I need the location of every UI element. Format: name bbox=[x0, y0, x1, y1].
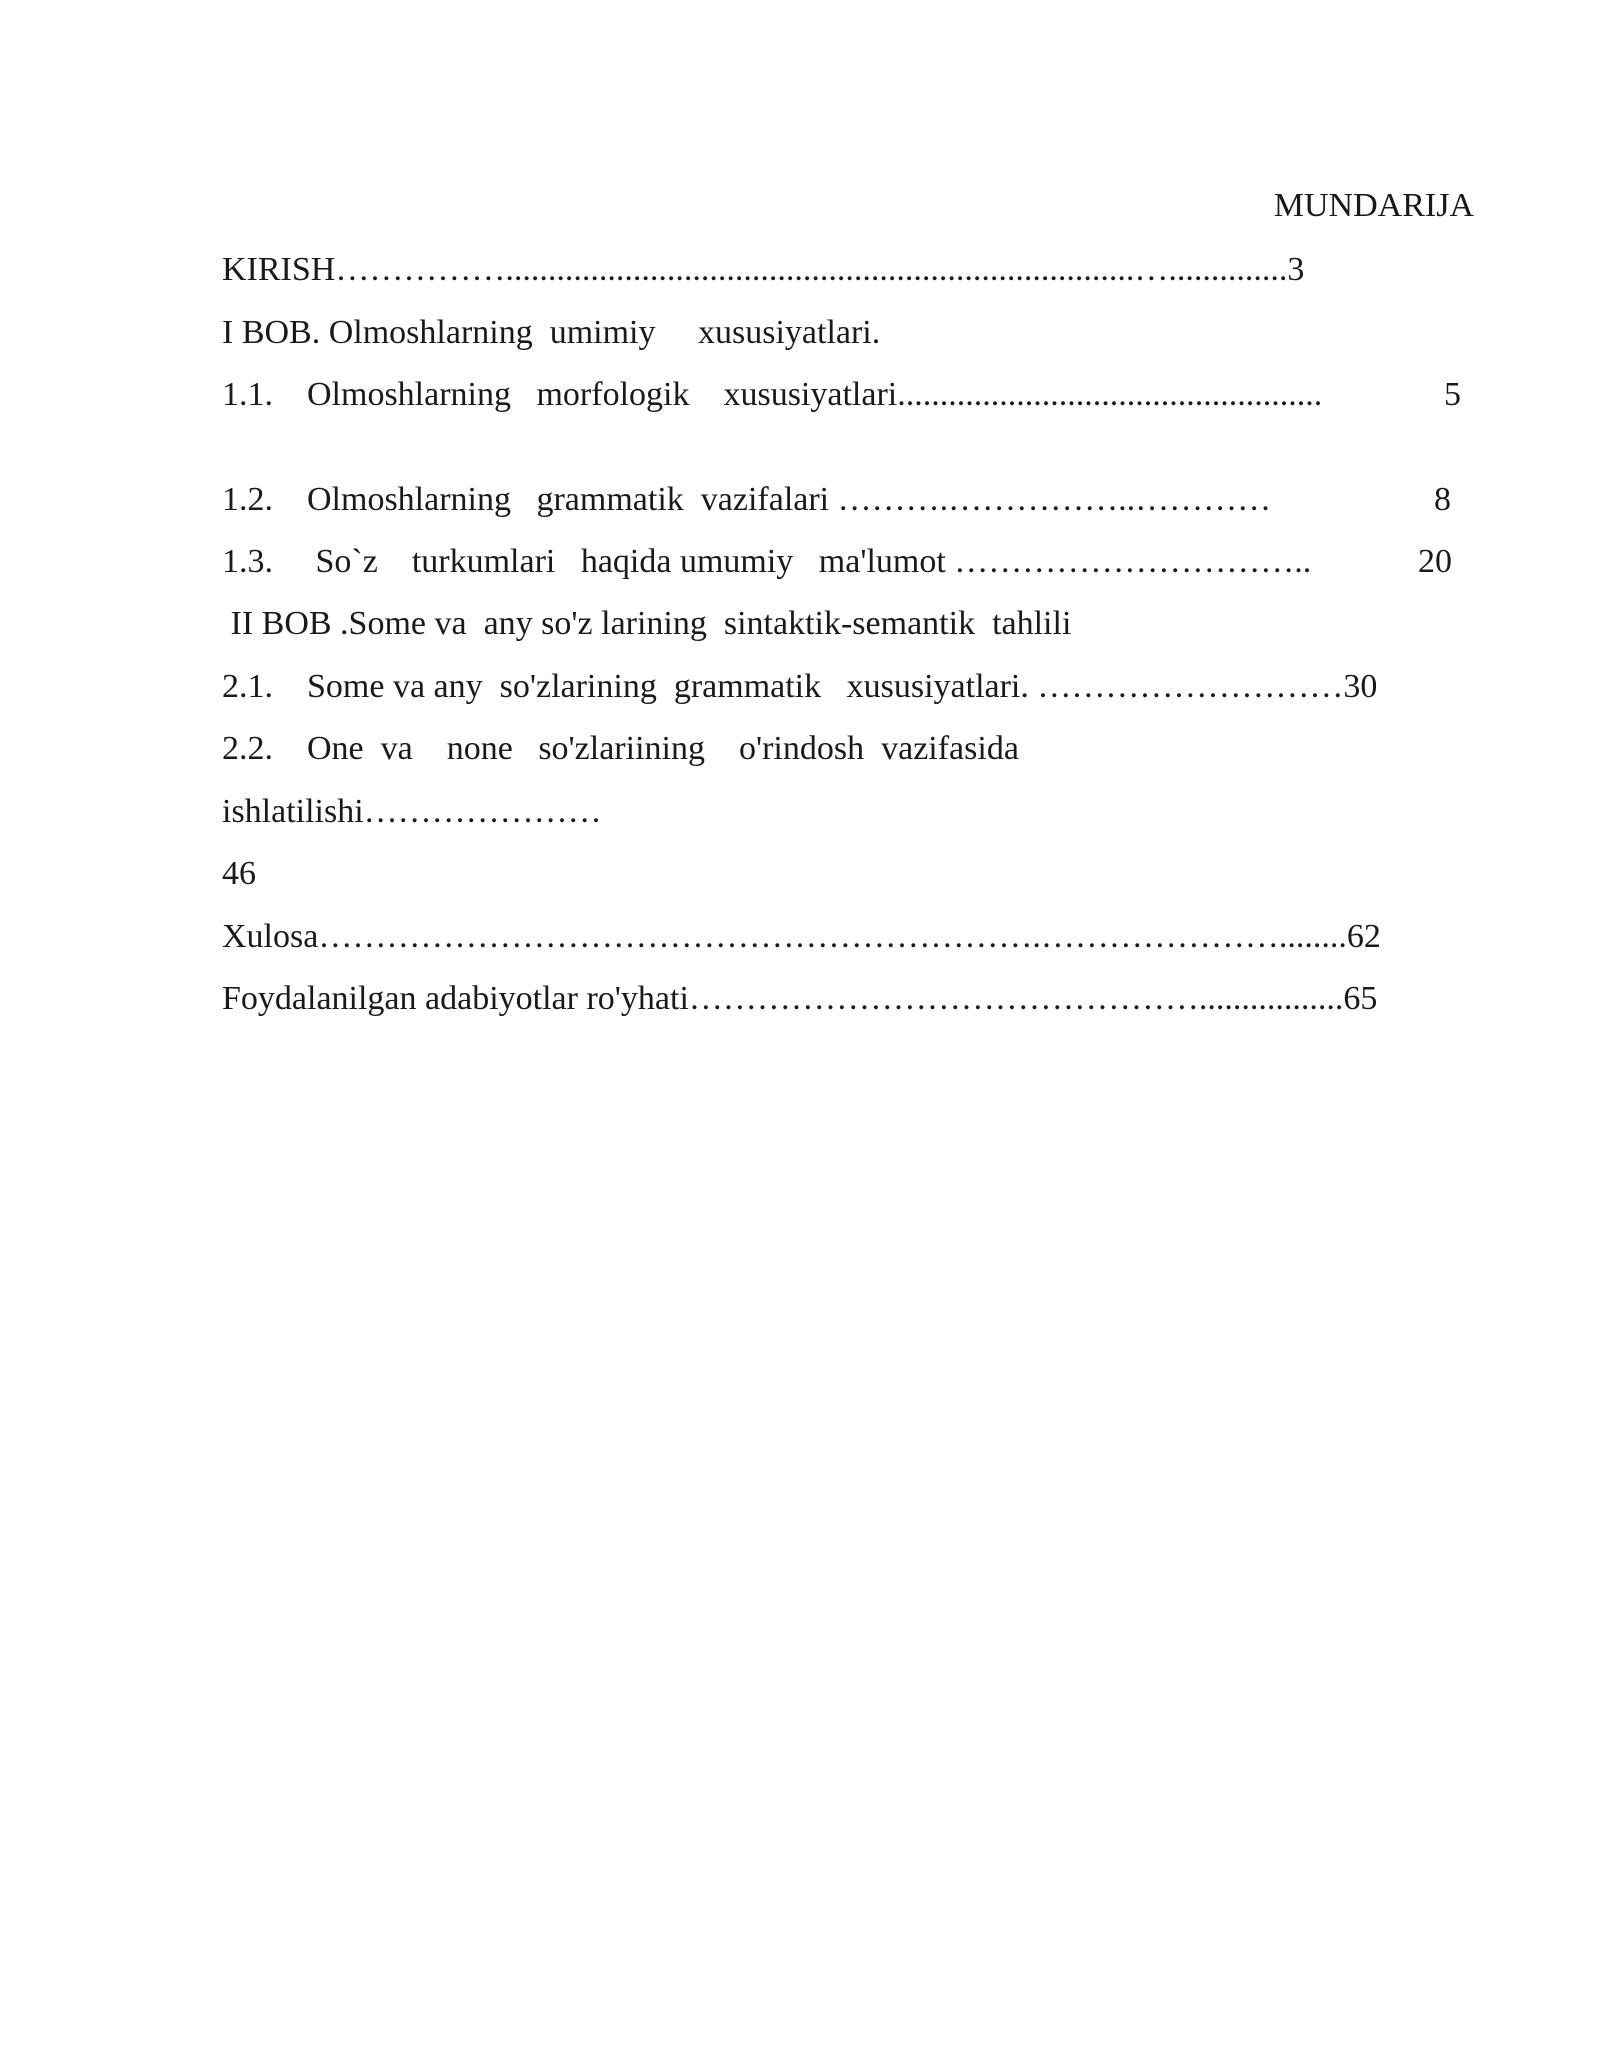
toc-entry-2-1: 2.1. Some va any so'zlarining grammatik xususiyatlari. ………………………30 bbox=[222, 668, 1378, 705]
toc-page-1-2: 8 bbox=[1434, 481, 1451, 518]
toc-entry-2-2-cont: ishlatilishi………………… bbox=[222, 793, 602, 830]
toc-entry-1-2: 1.2. Olmoshlarning grammatik vazifalari ……….……………..………… bbox=[222, 481, 1272, 518]
toc-entry-2-2: 2.2. One va none so'zlariining o'rindosh vazifasida bbox=[222, 730, 1019, 767]
toc-chapter-1: I BOB. Olmoshlarning umimiy xususiyatlari. bbox=[222, 314, 881, 351]
toc-page-1-1: 5 bbox=[1444, 376, 1461, 413]
toc-entry-1-3: 1.3. So`z turkumlari haqida umumiy ma'lumot ………………………….. bbox=[222, 543, 1312, 580]
toc-title: MUNDARIJA bbox=[1273, 187, 1474, 224]
toc-entry-kirish: KIRISH……………..........................................................................…..............3 bbox=[222, 251, 1305, 288]
toc-entry-bibliography: Foydalanilgan adabiyotlar ro'yhati……………………………………….................65 bbox=[222, 980, 1378, 1017]
toc-entry-1-1: 1.1. Olmoshlarning morfologik xususiyatlari.................................................. bbox=[222, 376, 1323, 413]
toc-page-1-3: 20 bbox=[1418, 543, 1452, 580]
toc-entry-xulosa: Xulosa……………………………………………………….…………………........62 bbox=[222, 918, 1381, 955]
toc-page-2-2: 46 bbox=[222, 855, 256, 892]
toc-chapter-2: II BOB .Some va any so'z larining sintaktik-semantik tahlili bbox=[222, 605, 1072, 642]
